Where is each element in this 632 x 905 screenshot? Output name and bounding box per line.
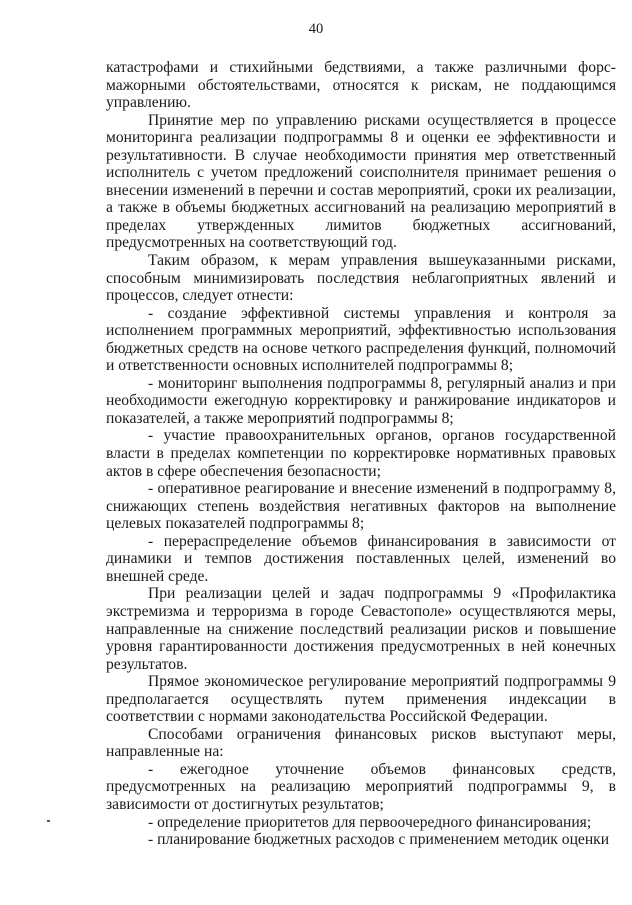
paragraph: Прямое экономическое регулирование мероприятий подпрограммы 9 предполагается осуществлять путем применения индексации в соответствии с нормами законодательства Российской Федерации.: [106, 673, 616, 726]
paragraph: катастрофами и стихийными бедствиями, а также различными форс-мажорными обстоятельствами, относятся к рискам, не поддающимся управлению.: [106, 59, 616, 112]
paragraph: - участие правоохранительных органов, органов государственной власти в пределах компетенции по корректировке нормативных правовых актов в сфере обеспечения безопасности;: [106, 427, 616, 480]
paragraph: - мониторинг выполнения подпрограммы 8, регулярный анализ и при необходимости ежегодную корректировку и ранжирование индикаторов и показателей, а также мероприятий подпрограммы 8;: [106, 374, 616, 427]
paragraph: Способами ограничения финансовых рисков выступают меры, направленные на:: [106, 725, 616, 761]
scan-speck: [47, 820, 50, 822]
paragraph: При реализации целей и задач подпрограммы 9 «Профилактика экстремизма и терроризма в городе Севастополе» осуществляются меры, направленные на снижение последствий реализации рисков и повышение уровня гарантированности достижения предусмотренных в ней конечных результатов.: [106, 585, 616, 673]
paragraph: - планирование бюджетных расходов с применением методик оценки: [148, 831, 610, 849]
paragraph: - оперативное реагирование и внесение изменений в подпрограмму 8, снижающих степень воздействия негативных факторов на выполнение целевых показателей подпрограммы 8;: [106, 480, 616, 533]
document-body: [106, 59, 616, 849]
paragraph: - ежегодное уточнение объемов финансовых средств, предусмотренных на реализацию мероприятий подпрограммы 9, в зависимости от достигнутых результатов;: [106, 760, 616, 813]
paragraph: - создание эффективной системы управления и контроля за исполнением программных мероприятий, эффективностью использования бюджетных средств на основе четкого распределения функций, полномочий и ответственности основных исполнителей подпрограммы 8;: [106, 304, 616, 375]
page-number: 40: [308, 21, 324, 37]
paragraph: - определение приоритетов для первоочередного финансирования;: [148, 813, 592, 831]
paragraph: - перераспределение объемов финансирования в зависимости от динамики и темпов достижения поставленных целей, изменений во внешней среде.: [106, 532, 616, 585]
paragraph: Таким образом, к мерам управления вышеуказанными рисками, способным минимизировать последствия неблагоприятных явлений и процессов, следует отнести:: [106, 252, 616, 305]
paragraph: Принятие мер по управлению рисками осуществляется в процессе мониторинга реализации подпрограммы 8 и оценки ее эффективности и результативности. В случае необходимости принятия мер ответственный исполнитель с учетом предложений соисполнителя принимает решения о внесении изменений в перечни и состав мероприятий, сроки их реализации, а также в объемы бюджетных ассигнований на реализацию мероприятий в пределах утвержденных лимитов бюджетных ассигнований, предусмотренных на соответствующий год.: [106, 111, 616, 252]
